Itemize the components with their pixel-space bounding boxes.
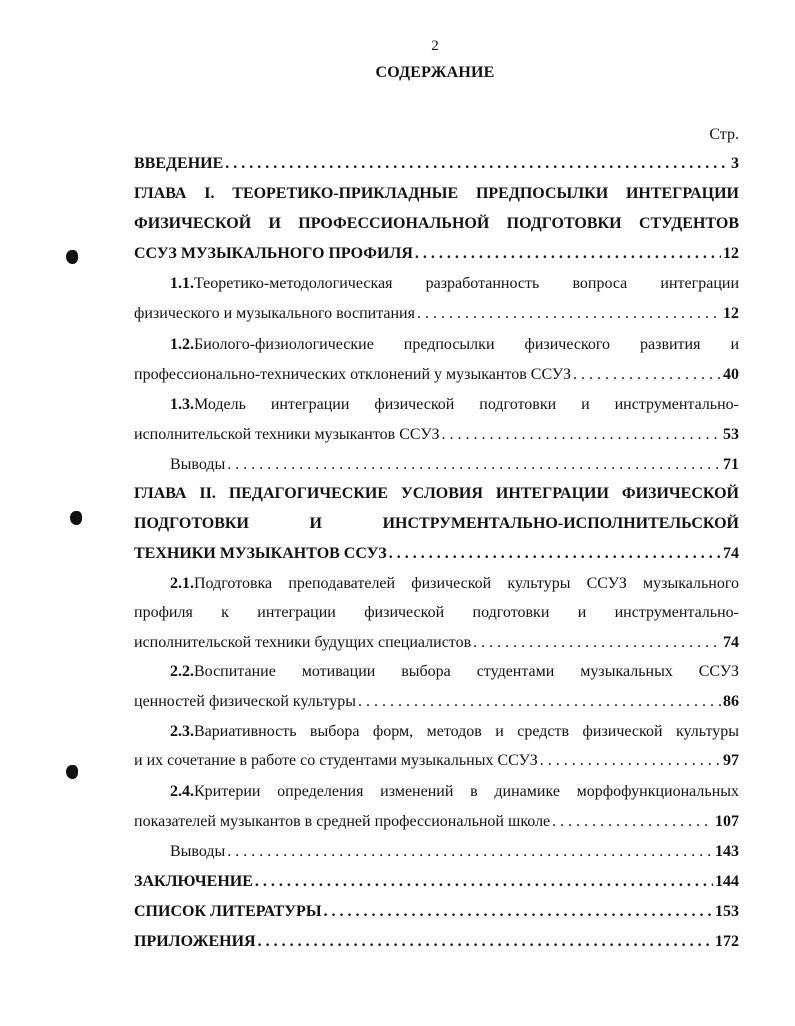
page-column-label: Стр.: [709, 126, 739, 143]
toc-section-2-3[interactable]: 2.3.Вариативность выбора форм, методов и средств физической культуры: [170, 723, 739, 740]
toc-chapter-1-line[interactable]: ГЛАВА I. ТЕОРЕТИКО-ПРИКЛАДНЫЕ ПРЕДПОСЫЛКИ ИНТЕГРАЦИИ: [134, 185, 739, 202]
toc-chapter-1-line[interactable]: ССУЗ МУЗЫКАЛЬНОГО ПРОФИЛЯ . . . 12: [134, 242, 739, 266]
toc-section-1-3[interactable]: 1.3.Модель интеграции физической подготовки и инструментально-: [170, 396, 739, 413]
toc-chapter-2-line[interactable]: ГЛАВА II. ПЕДАГОГИЧЕСКИЕ УСЛОВИЯ ИНТЕГРАЦИИ ФИЗИЧЕСКОЙ: [134, 485, 739, 502]
toc-section-2-2[interactable]: ценностей физической культуры . . . 86: [134, 690, 739, 714]
toc-entry-conclusion[interactable]: ЗАКЛЮЧЕНИЕ . . . 144: [134, 870, 739, 894]
toc-section-1-2[interactable]: 1.2.Биолого-физиологические предпосылки физического развития и: [170, 336, 739, 353]
toc-conclusions-1[interactable]: Выводы . . . 71: [170, 453, 739, 477]
toc-section-1-1[interactable]: физического и музыкального воспитания . . . 12: [134, 302, 739, 326]
toc-section-2-4[interactable]: 2.4.Критерии определения изменений в динамике морфофункциональных: [170, 783, 739, 800]
toc-entry-appendices[interactable]: ПРИЛОЖЕНИЯ . . . 172: [134, 930, 739, 954]
toc-section-2-1[interactable]: исполнительской техники будущих специалистов . . . 74: [134, 631, 739, 655]
toc-section-2-1[interactable]: 2.1.Подготовка преподавателей физической культуры ССУЗ музыкального: [170, 575, 739, 592]
toc-section-1-2[interactable]: профессионально-технических отклонений у музыкантов ССУЗ . . . 40: [134, 363, 739, 387]
page-number: 2: [431, 38, 439, 54]
margin-mark: [66, 765, 78, 779]
toc-chapter-1-line[interactable]: ФИЗИЧЕСКОЙ И ПРОФЕССИОНАЛЬНОЙ ПОДГОТОВКИ СТУДЕНТОВ: [134, 215, 739, 232]
toc-entry-intro[interactable]: ВВЕДЕНИЕ . . . 3: [134, 152, 739, 176]
margin-mark: [66, 250, 78, 264]
toc-entry-references[interactable]: СПИСОК ЛИТЕРАТУРЫ . . . 153: [134, 900, 739, 924]
toc-section-2-2[interactable]: 2.2.Воспитание мотивации выбора студентами музыкальных ССУЗ: [170, 663, 739, 680]
toc-section-2-1[interactable]: профиля к интеграции физической подготовки и инструментально-: [134, 604, 739, 621]
toc-conclusions-2[interactable]: Выводы . . . 143: [170, 840, 739, 864]
toc-chapter-2-line[interactable]: ПОДГОТОВКИ И ИНСТРУМЕНТАЛЬНО-ИСПОЛНИТЕЛЬСКОЙ: [134, 515, 739, 532]
toc-section-2-3[interactable]: и их сочетание в работе со студентами музыкальных ССУЗ . . . 97: [134, 749, 739, 773]
toc-section-1-1[interactable]: 1.1.Теоретико-методологическая разработанность вопроса интеграции: [170, 275, 739, 292]
toc-section-2-4[interactable]: показателей музыкантов в средней профессиональной школе . . . 107: [134, 810, 739, 834]
page-title: СОДЕРЖАНИЕ: [375, 64, 495, 81]
toc-chapter-2-line[interactable]: ТЕХНИКИ МУЗЫКАНТОВ ССУЗ . . . 74: [134, 542, 739, 566]
toc-section-1-3[interactable]: исполнительской техники музыкантов ССУЗ . . . 53: [134, 423, 739, 447]
margin-mark: [70, 511, 82, 525]
